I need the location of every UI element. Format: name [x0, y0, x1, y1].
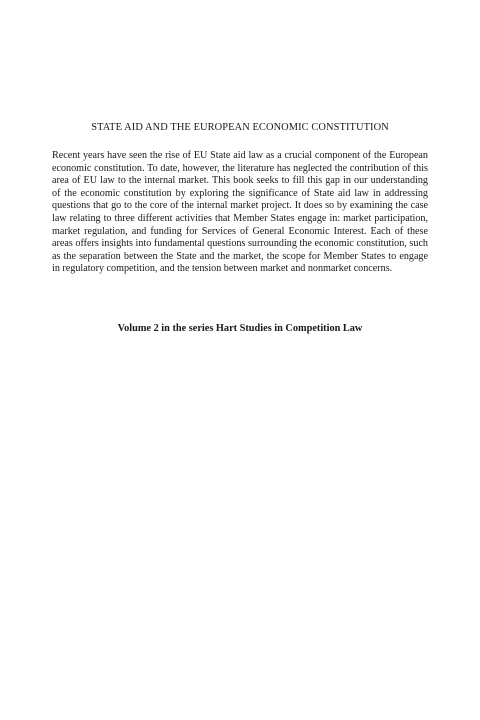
- book-description: Recent years have seen the rise of EU State aid law as a crucial component of the European economic constitution. To date, however, the literature has neglected the contribution of this area of EU law to the internal market. This book seeks to fill this gap in our understanding of the economic constitution by exploring the significance of State aid law in addressing questions that go to the core of the internal market project. It does so by examining the case law relating to three different activities that Member States engage in: market participation, market regulation, and funding for Services of General Economic Interest. Each of these areas offers insights into fundamental questions surrounding the economic constitution, such as the separation between the State and the market, the scope for Member States to engage in regulatory competition, and the tension between market and nonmarket concerns.: [52, 150, 428, 275]
- book-title: STATE AID AND THE EUROPEAN ECONOMIC CONSTITUTION: [91, 122, 389, 133]
- series-note: Volume 2 in the series Hart Studies in Competition Law: [117, 323, 363, 334]
